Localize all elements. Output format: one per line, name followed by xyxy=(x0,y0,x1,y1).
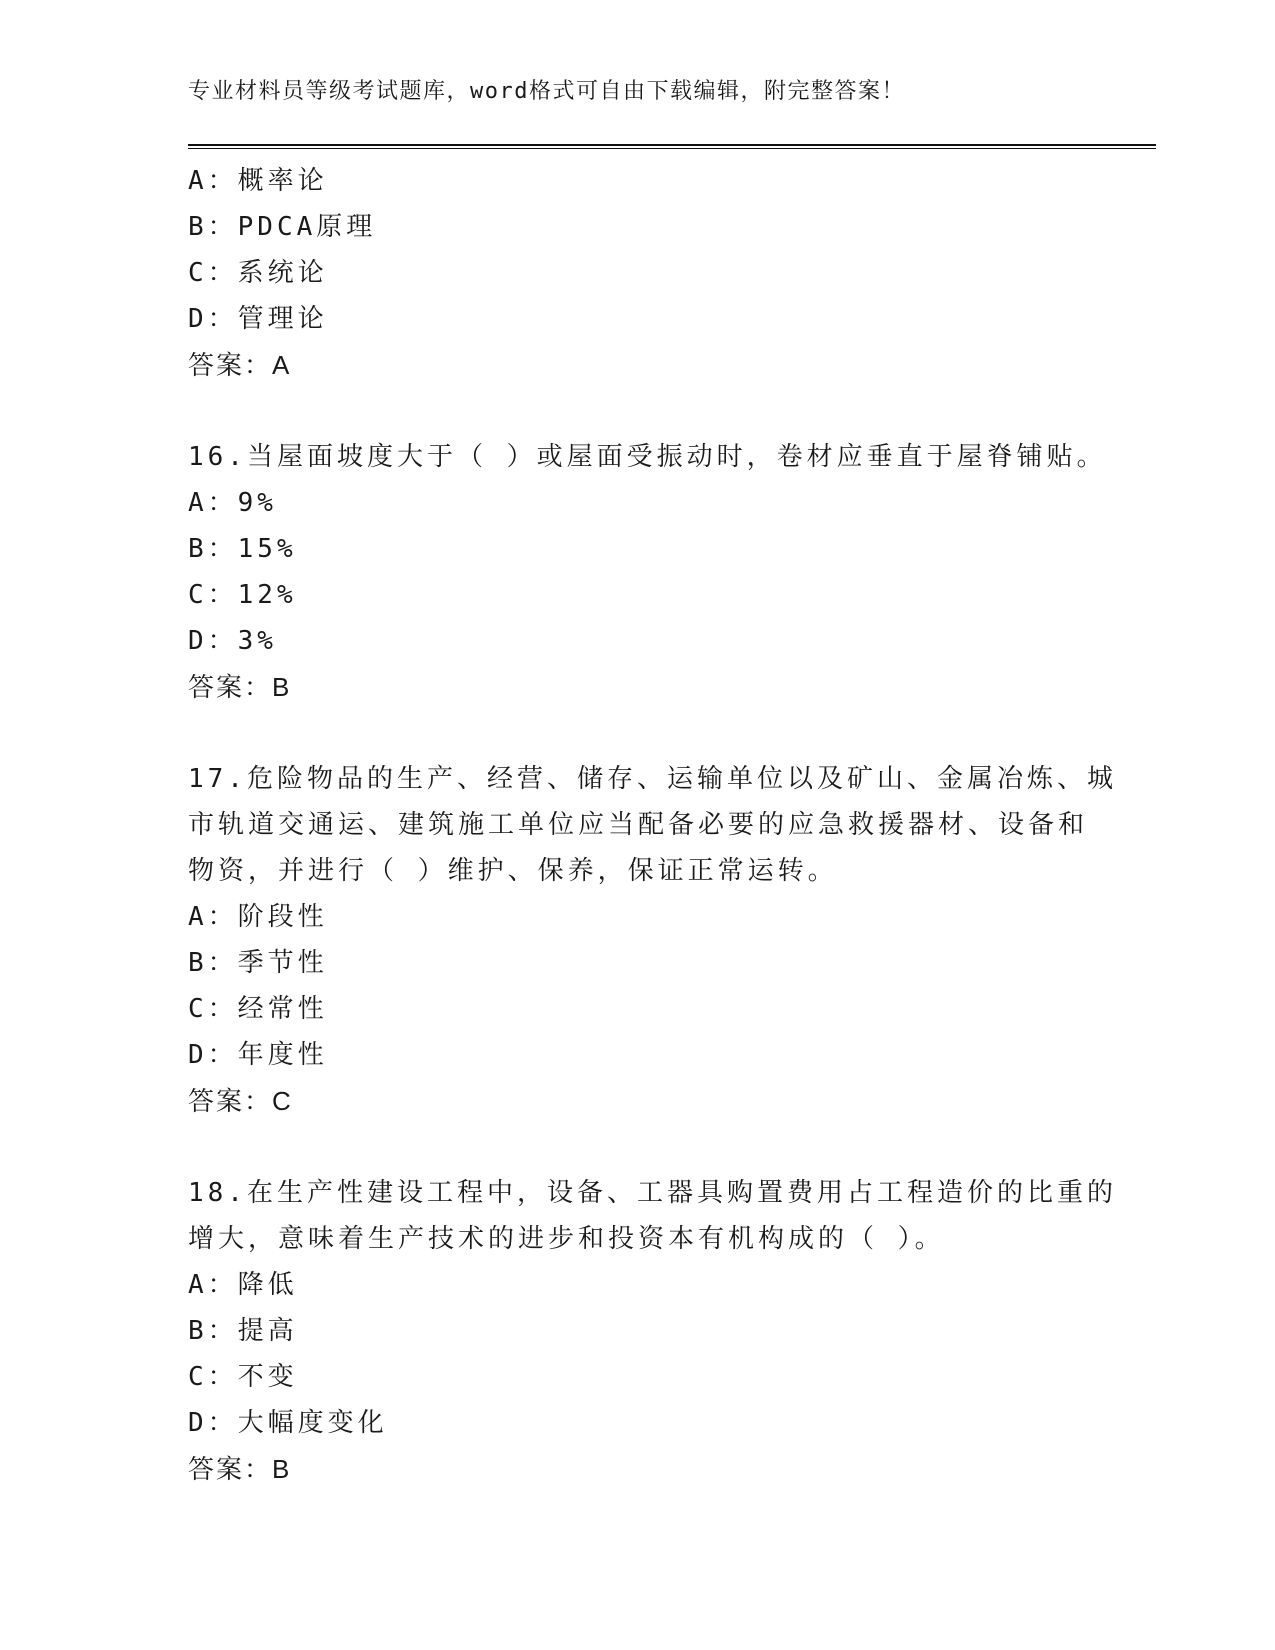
option-label: A： xyxy=(188,166,238,196)
option-d xyxy=(188,618,1088,664)
option-label: D： xyxy=(188,1040,238,1070)
question-17 xyxy=(188,756,1117,1124)
option-label: C： xyxy=(188,258,238,288)
option-label: B： xyxy=(188,212,238,242)
option-b xyxy=(188,940,1088,986)
question-stem: 16.当屋面坡度大于（ ）或屋面受振动时，卷材应垂直于屋脊铺贴。 xyxy=(188,442,1107,472)
answer-line: 答案：B xyxy=(188,1454,292,1484)
answer-line: 答案：A xyxy=(188,350,292,380)
question-18 xyxy=(188,1170,1117,1492)
option-text: 9% xyxy=(237,488,277,518)
option-c xyxy=(188,1354,1088,1400)
option-label: A： xyxy=(188,488,238,518)
option-label: B： xyxy=(188,1316,238,1346)
option-label: D： xyxy=(188,626,238,656)
option-text: 提高 xyxy=(237,1316,298,1346)
option-text: 概率论 xyxy=(237,166,328,196)
option-text: 年度性 xyxy=(237,1040,328,1070)
option-b xyxy=(188,526,1088,572)
option-label: D： xyxy=(188,304,238,334)
option-text: 降低 xyxy=(237,1270,298,1300)
question-stem-line-3: 物资，并进行（ ）维护、保养，保证正常运转。 xyxy=(188,856,838,886)
question-15-continuation xyxy=(188,158,1088,388)
page-header: 专业材料员等级考试题库，word格式可自由下载编辑，附完整答案！ xyxy=(188,79,905,104)
option-a xyxy=(188,894,1088,940)
option-label: D： xyxy=(188,1408,238,1438)
option-c xyxy=(188,250,1088,296)
option-text: 大幅度变化 xyxy=(237,1408,388,1438)
question-stem-line-2: 增大，意味着生产技术的进步和投资本有机构成的（ ）。 xyxy=(188,1224,945,1254)
option-text: 15% xyxy=(237,534,297,564)
option-d xyxy=(188,1032,1088,1078)
question-stem-line-1: 17.危险物品的生产、经营、储存、运输单位以及矿山、金属冶炼、城 xyxy=(188,764,1117,794)
answer-line: 答案：C xyxy=(188,1086,293,1116)
option-label: C： xyxy=(188,580,238,610)
document-body xyxy=(188,158,1117,1492)
option-b xyxy=(188,204,1088,250)
option-a xyxy=(188,480,1088,526)
answer-line: 答案：B xyxy=(188,672,292,702)
option-a xyxy=(188,158,1088,204)
question-16 xyxy=(188,434,1107,710)
option-text: 管理论 xyxy=(237,304,328,334)
option-label: C： xyxy=(188,994,238,1024)
option-label: A： xyxy=(188,1270,238,1300)
option-text: 季节性 xyxy=(237,948,328,978)
option-text: 系统论 xyxy=(237,258,328,288)
option-label: B： xyxy=(188,534,238,564)
option-c xyxy=(188,572,1088,618)
option-d xyxy=(188,1400,1088,1446)
option-text: PDCA原理 xyxy=(237,212,377,242)
option-label: A： xyxy=(188,902,238,932)
option-text: 不变 xyxy=(237,1362,298,1392)
header-divider xyxy=(188,144,1156,149)
option-label: C： xyxy=(188,1362,238,1392)
option-text: 阶段性 xyxy=(237,902,328,932)
option-label: B： xyxy=(188,948,238,978)
option-c xyxy=(188,986,1088,1032)
option-a xyxy=(188,1262,1088,1308)
option-b xyxy=(188,1308,1088,1354)
option-d xyxy=(188,296,1088,342)
option-text: 3% xyxy=(237,626,277,656)
question-stem-line-2: 市轨道交通运、建筑施工单位应当配备必要的应急救援器材、设备和 xyxy=(188,810,1089,840)
option-text: 12% xyxy=(237,580,297,610)
question-stem-line-1: 18.在生产性建设工程中，设备、工器具购置费用占工程造价的比重的 xyxy=(188,1178,1117,1208)
option-text: 经常性 xyxy=(237,994,328,1024)
